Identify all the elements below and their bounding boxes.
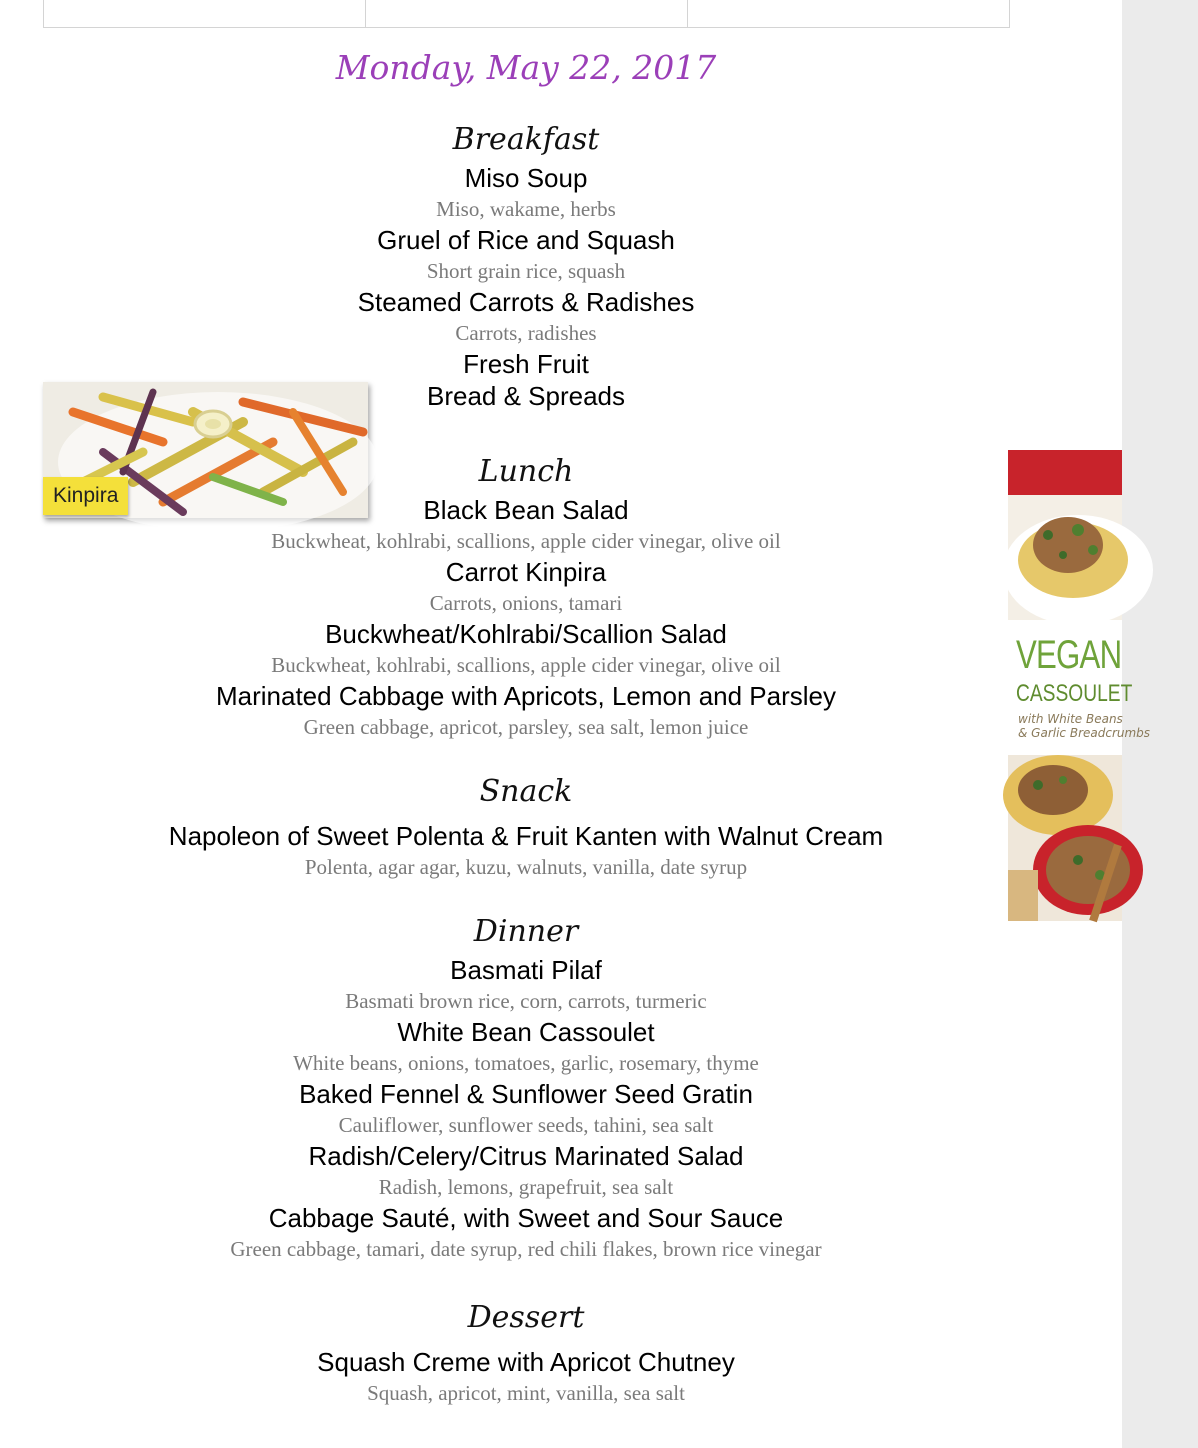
dish-name: Baked Fennel & Sunflower Seed Gratin xyxy=(299,1079,753,1109)
section-title: Dinner xyxy=(473,914,579,949)
dish-name: Black Bean Salad xyxy=(423,495,629,525)
dish-description: Short grain rice, squash xyxy=(426,259,626,283)
menu xyxy=(100,42,952,1408)
dish-description: Carrots, onions, tamari xyxy=(429,591,623,615)
dish-name: Buckwheat/Kohlrabi/Scallion Salad xyxy=(325,619,727,649)
section-dinner xyxy=(100,912,952,1264)
section-snack xyxy=(100,772,952,882)
dish-name: Steamed Carrots & Radishes xyxy=(357,287,695,317)
dish-name: Basmati Pilaf xyxy=(450,955,602,985)
table-cell xyxy=(44,0,366,27)
dish-name: Marinated Cabbage with Apricots, Lemon and Parsley xyxy=(215,681,836,711)
section-dessert xyxy=(100,1298,952,1408)
ad-vegan-cassoulet[interactable] xyxy=(1008,450,1151,921)
dish-name: Fresh Fruit xyxy=(463,349,589,379)
ad-title: VEGAN xyxy=(1016,633,1122,677)
dish-name: Carrot Kinpira xyxy=(445,557,607,587)
dish-name: Bread & Spreads xyxy=(426,381,625,411)
table-cell xyxy=(366,0,688,27)
table-cell xyxy=(688,0,1009,27)
dish-description: Green cabbage, tamari, date syrup, red chili flakes, brown rice vinegar xyxy=(230,1237,822,1261)
dish-name: Cabbage Sauté, with Sweet and Sour Sauce xyxy=(268,1203,784,1233)
ad-subtitle: CASSOULET xyxy=(1016,680,1133,707)
menu-date: Monday, May 22, 2017 xyxy=(335,48,717,87)
dish-description: Carrots, radishes xyxy=(455,321,597,345)
section-title: Dessert xyxy=(467,1300,585,1335)
dish-description: Squash, apricot, mint, vanilla, sea salt xyxy=(367,1381,685,1405)
dish-description: Polenta, agar agar, kuzu, walnuts, vanilla, date syrup xyxy=(304,855,748,879)
section-title: Snack xyxy=(479,774,573,809)
dish-description: Radish, lemons, grapefruit, sea salt xyxy=(378,1175,674,1199)
dish-name: Radish/Celery/Citrus Marinated Salad xyxy=(308,1141,744,1171)
section-title: Lunch xyxy=(478,454,574,489)
ad-small-text xyxy=(1018,712,1150,740)
ad-small-line: with White Beans xyxy=(1018,712,1123,726)
dish-name: Squash Creme with Apricot Chutney xyxy=(317,1347,735,1377)
dish-description: Green cabbage, apricot, parsley, sea salt, lemon juice xyxy=(303,715,749,739)
section-breakfast xyxy=(100,120,952,412)
dish-name: White Bean Cassoulet xyxy=(397,1017,655,1047)
dish-name: Gruel of Rice and Squash xyxy=(377,225,675,255)
photo-caption: Kinpira xyxy=(43,477,128,515)
dish-description: Buckwheat, kohlrabi, scallions, apple cider vinegar, olive oil xyxy=(271,529,781,553)
dish-name: Miso Soup xyxy=(464,163,588,193)
dish-description: Miso, wakame, herbs xyxy=(436,197,616,221)
ad-small-line: & Garlic Breadcrumbs xyxy=(1018,726,1151,740)
dish-description: Basmati brown rice, corn, carrots, turmeric xyxy=(345,989,707,1013)
dish-description: White beans, onions, tomatoes, garlic, rosemary, thyme xyxy=(293,1051,759,1075)
dish-description: Buckwheat, kohlrabi, scallions, apple cider vinegar, olive oil xyxy=(271,653,781,677)
section-title: Breakfast xyxy=(452,122,600,157)
top-table-remnant xyxy=(43,0,1010,28)
dish-description: Cauliflower, sunflower seeds, tahini, sea salt xyxy=(338,1113,714,1137)
dish-name: Napoleon of Sweet Polenta & Fruit Kanten with Walnut Cream xyxy=(168,821,884,851)
